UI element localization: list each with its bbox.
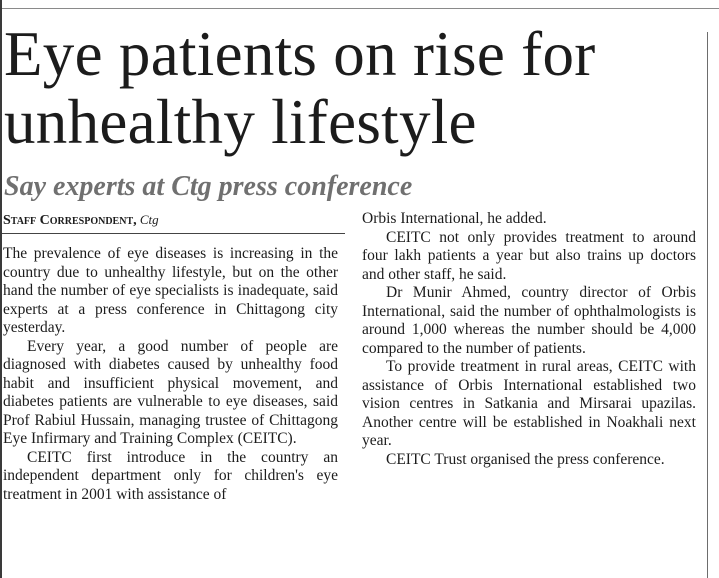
headline: Eye patients on rise for unhealthy lifestyle — [4, 19, 596, 157]
paragraph: Dr Munir Ahmed, country director of Orbis International, said the number of ophthalmologists is around 1,000 whereas the number should be 4,000 compared to the number of patients. — [362, 284, 696, 357]
paragraph: CEITC first introduce in the country an independent department only for children's eye treatment in 2001 with assistance of — [3, 448, 338, 503]
paragraph: Every year, a good number of people are diagnosed with diabetes caused by unhealthy food habit and insufficient physical movement, and diabetes patients are vulnerable to eye diseases, said Prof Rabiul Hussain, managing trustee of Chittagong Eye Infirmary and Training Complex (CEITC). — [3, 337, 338, 447]
paragraph: The prevalence of eye diseases is increasing in the country due to unhealthy lifestyle, but on the other hand the number of eye specialists is inadequate, said experts at a press conference in Chittagong city yesterday. — [3, 245, 338, 336]
top-border-rule — [0, 8, 719, 9]
paragraph: CEITC Trust organised the press conference. — [386, 450, 665, 468]
article-column-2 — [362, 210, 696, 469]
byline-author: Staff Correspondent, — [3, 213, 137, 228]
paragraph: To provide treatment in rural areas, CEITC with assistance of Orbis International established two vision centres in Satkania and Mirsarai upazilas. Another centre will be established in Noakhali next year. — [362, 358, 696, 449]
byline-location: Ctg — [139, 212, 159, 227]
left-border-rule — [0, 0, 2, 578]
byline — [3, 211, 159, 230]
subheadline: Say experts at Ctg press conference — [4, 171, 413, 202]
byline-divider — [2, 233, 345, 234]
article-column-1 — [3, 245, 338, 504]
paragraph: Orbis International, he added. — [362, 210, 547, 227]
right-border-rule — [707, 32, 708, 578]
paragraph: CEITC not only provides treatment to around four lakh patients a year but also trains up doctors and other staff, he said. — [362, 228, 696, 283]
